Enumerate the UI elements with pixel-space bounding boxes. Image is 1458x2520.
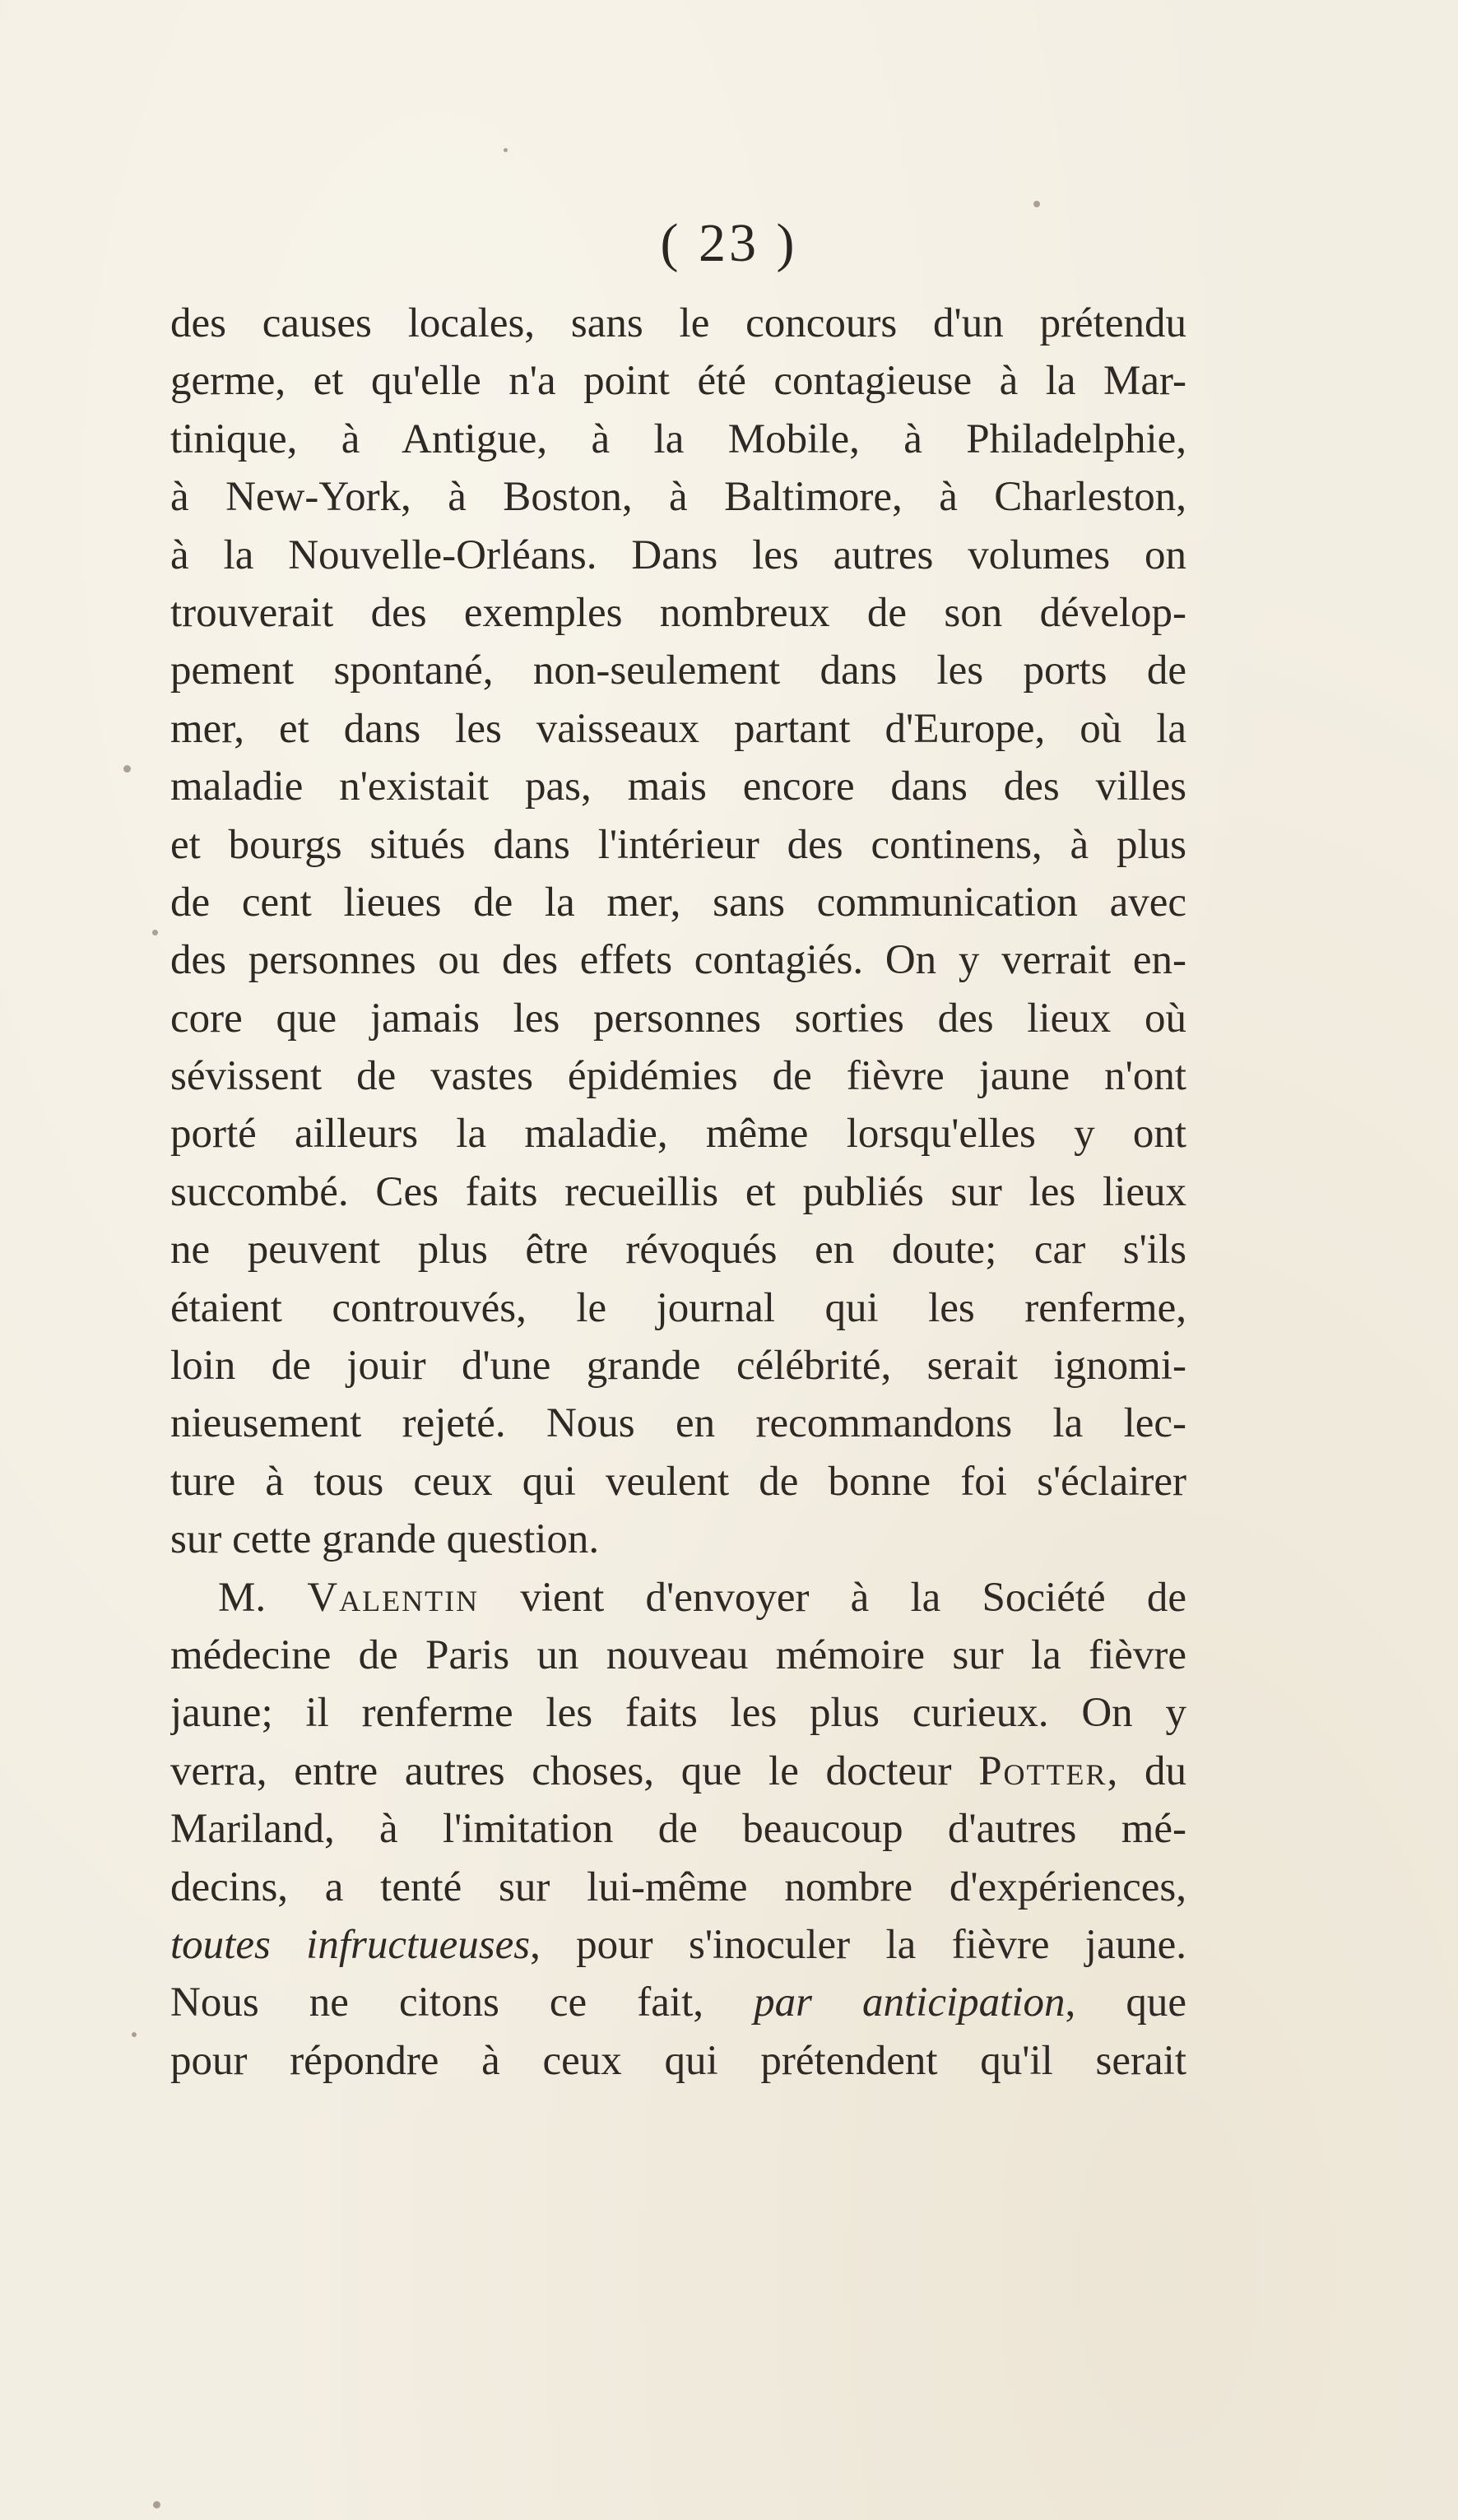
text-line: nieusement rejeté. Nous en recommandons la lec- [170, 1400, 1186, 1447]
text-line: des personnes ou des effets contagiés. On y verrait en- [170, 937, 1186, 984]
italic-phrase: toutes infructueuses [170, 1921, 531, 1968]
text-line: pement spontané, non-seulement dans les ports de [170, 647, 1186, 694]
text-line: à New-York, à Boston, à Baltimore, à Charleston, [170, 474, 1186, 521]
text-line: des causes locales, sans le concours d'un prétendu [170, 300, 1186, 346]
text-line: core que jamais les personnes sorties des lieux où [170, 995, 1186, 1042]
text-run: , du [1107, 1747, 1186, 1794]
text-line: ne peuvent plus être révoqués en doute; car s'ils [170, 1227, 1186, 1274]
paper-speck [504, 148, 508, 152]
text-run: verra, entre autres choses, que le docteur [170, 1747, 979, 1794]
paper-speck [152, 930, 158, 935]
text-line: maladie n'existait pas, mais encore dans des villes [170, 763, 1186, 810]
text-line: ture à tous ceux qui veulent de bonne foi s'éclairer [170, 1458, 1186, 1505]
text-line: et bourgs situés dans l'intérieur des continens, à plus [170, 821, 1186, 868]
text-line: étaient controuvés, le journal qui les renferme, [170, 1284, 1186, 1331]
paper-speck [153, 2501, 160, 2508]
text-line: médecine de Paris un nouveau mémoire sur la fièvre [170, 1631, 1186, 1678]
text-line: decins, a tenté sur lui-même nombre d'expériences, [170, 1863, 1186, 1910]
text-line: sévissent de vastes épidémies de fièvre jaune n'ont [170, 1053, 1186, 1100]
text-line: porté ailleurs la maladie, même lorsqu'elles y ont [170, 1111, 1186, 1158]
text-line [170, 1569, 1186, 1627]
person-name-valentin: Valentin [307, 1574, 480, 1621]
text-line [170, 1743, 1186, 1800]
text-run: vient d'envoyer à la Société de [479, 1574, 1186, 1621]
text-line: tinique, à Antigue, à la Mobile, à Philadelphie, [170, 415, 1186, 462]
text-run: Nous ne citons ce fait, [170, 1979, 755, 2026]
text-line: germe, et qu'elle n'a point été contagieuse à la Mar- [170, 358, 1186, 405]
page-number: ( 23 ) [660, 213, 798, 273]
paper-speck [1033, 201, 1040, 207]
text-line: loin de jouir d'une grande célébrité, serait ignomi- [170, 1343, 1186, 1390]
text-line: Mariland, à l'imitation de beaucoup d'autres mé- [170, 1806, 1186, 1853]
paper-speck [123, 765, 131, 773]
text-line: mer, et dans les vaisseaux partant d'Europe, où la [170, 705, 1186, 752]
person-name-potter: Potter [978, 1747, 1107, 1794]
paper-speck [132, 2032, 137, 2037]
text-line: jaune; il renferme les faits les plus curieux. On y [170, 1690, 1186, 1737]
text-line: succombé. Ces faits recueillis et publiés sur les lieux [170, 1168, 1186, 1215]
text-line: à la Nouvelle-Orléans. Dans les autres volumes on [170, 531, 1186, 578]
text-run: M. [218, 1574, 308, 1621]
text-run: , pour s'inoculer la fièvre jaune. [530, 1921, 1186, 1968]
text-line: trouverait des exemples nombreux de son dévelop- [170, 589, 1186, 636]
body-text [170, 295, 1186, 2090]
text-line: de cent lieues de la mer, sans communication avec [170, 879, 1186, 926]
text-line [170, 1974, 1186, 2031]
italic-phrase: par anticipation [754, 1979, 1066, 2026]
text-line: pour répondre à ceux qui prétendent qu'il serait [170, 2037, 1186, 2084]
text-line: sur cette grande question. [170, 1516, 600, 1563]
text-line [170, 1916, 1186, 1974]
text-run: , que [1065, 1979, 1186, 2026]
